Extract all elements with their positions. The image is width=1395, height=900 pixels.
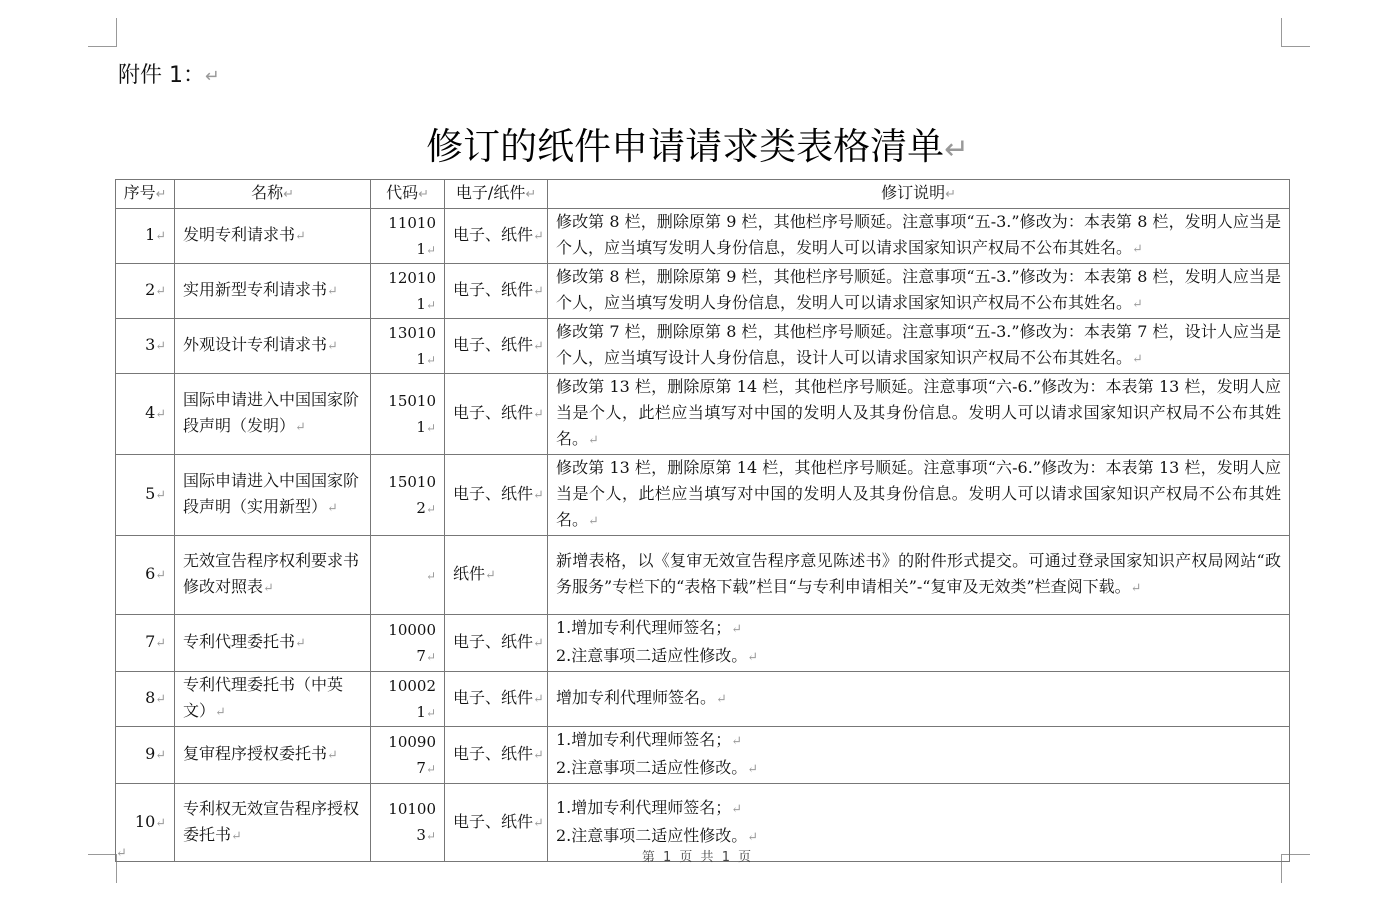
table-header-row — [116, 180, 1290, 209]
description-line: 1.增加专利代理师签名；↵ — [556, 730, 743, 749]
row-form-type: 电子、纸件↵ — [445, 374, 548, 455]
table-row — [116, 536, 1290, 615]
row-form-name: 实用新型专利请求书↵ — [175, 264, 371, 319]
header-description: 修订说明↵ — [548, 180, 1290, 209]
description-line: 1.增加专利代理师签名；↵ — [556, 797, 743, 817]
page-footer: 第 1 页 共 1 页 — [641, 850, 754, 865]
row-revision-description — [548, 672, 1290, 727]
row-form-code: 150101↵ — [371, 374, 445, 455]
row-form-type: 电子、纸件↵ — [445, 319, 548, 374]
row-form-type: 电子、纸件↵ — [445, 727, 548, 784]
row-number: 9↵ — [116, 727, 175, 784]
row-form-code: 120101↵ — [371, 264, 445, 319]
attachment-label: 附件 1：↵ — [118, 63, 220, 88]
row-number: 1↵ — [116, 209, 175, 264]
table-row — [116, 319, 1290, 374]
row-form-code: ↵ — [371, 536, 445, 615]
row-number: 8↵ — [116, 672, 175, 727]
description-line: 新增表格，以《复审无效宣告程序意见陈述书》的附件形式提交。可通过登录国家知识产权局网站“政务服务”专栏下的“表格下载”栏目“与专利申请相关”-“复审及无效类”栏查阅下载。↵ — [556, 551, 1281, 596]
row-number: 2↵ — [116, 264, 175, 319]
description-line: 修改第 8 栏，删除原第 9 栏，其他栏序号顺延。注意事项“五-3.”修改为：本表第 8 栏，发明人应当是个人，应当填写发明人身份信息，发明人可以请求国家知识产权局不公布其姓名。↵ — [556, 212, 1281, 257]
row-form-name: 外观设计专利请求书↵ — [175, 319, 371, 374]
table-row — [116, 727, 1290, 784]
row-number: 7↵ — [116, 615, 175, 672]
row-form-name: 复审程序授权委托书↵ — [175, 727, 371, 784]
row-form-type: 电子、纸件↵ — [445, 615, 548, 672]
description-line: 2.注意事项二适应性修改。↵ — [556, 646, 759, 665]
forms-table — [115, 179, 1290, 862]
description-line: 2.注意事项二适应性修改。↵ — [556, 758, 759, 777]
header-code: 代码↵ — [371, 180, 445, 209]
row-number: 6↵ — [116, 536, 175, 615]
row-number: 10↵ — [116, 784, 175, 862]
table-row — [116, 455, 1290, 536]
row-form-code: 130101↵ — [371, 319, 445, 374]
row-form-code: 100021↵ — [371, 672, 445, 727]
row-revision-description — [548, 319, 1290, 374]
row-form-name: 发明专利请求书↵ — [175, 209, 371, 264]
row-form-code: 150102↵ — [371, 455, 445, 536]
row-revision-description — [548, 209, 1290, 264]
description-line: 修改第 13 栏，删除原第 14 栏，其他栏序号顺延。注意事项“六-6.”修改为：本表第 13 栏，发明人应当是个人，此栏应当填写对中国的发明人及其身份信息。发明人可以请求国家知识产权局不公布其姓名。↵ — [556, 458, 1281, 529]
document-title: 修订的纸件申请请求类表格清单↵ — [426, 125, 969, 168]
table-row — [116, 209, 1290, 264]
row-form-type: 纸件↵ — [445, 536, 548, 615]
row-form-name: 专利代理委托书↵ — [175, 615, 371, 672]
row-form-name: 国际申请进入中国国家阶段声明（实用新型）↵ — [175, 455, 371, 536]
description-line: 1.增加专利代理师签名；↵ — [556, 618, 743, 637]
row-revision-description — [548, 264, 1290, 319]
description-line: 修改第 8 栏，删除原第 9 栏，其他栏序号顺延。注意事项“五-3.”修改为：本表第 8 栏，发明人应当是个人，应当填写发明人身份信息，发明人可以请求国家知识产权局不公布其姓名。↵ — [556, 267, 1281, 312]
row-form-name: 无效宣告程序权利要求书修改对照表↵ — [175, 536, 371, 615]
row-form-code: 101003↵ — [371, 784, 445, 862]
row-form-type: 电子、纸件↵ — [445, 455, 548, 536]
table-row — [116, 374, 1290, 455]
row-revision-description — [548, 536, 1290, 615]
row-form-code: 100007↵ — [371, 615, 445, 672]
description-line: 2.注意事项二适应性修改。↵ — [556, 825, 759, 845]
row-revision-description — [548, 455, 1290, 536]
header-name: 名称↵ — [175, 180, 371, 209]
description-line: 修改第 13 栏，删除原第 14 栏，其他栏序号顺延。注意事项“六-6.”修改为：本表第 13 栏，发明人应当是个人，此栏应当填写对中国的发明人及其身份信息。发明人可以请求国家知识产权局不公布其姓名。↵ — [556, 377, 1281, 448]
table-row — [116, 264, 1290, 319]
header-no: 序号↵ — [116, 180, 175, 209]
row-number: 3↵ — [116, 319, 175, 374]
row-revision-description — [548, 727, 1290, 784]
row-form-type: 电子、纸件↵ — [445, 264, 548, 319]
row-form-name: 专利代理委托书（中英文）↵ — [175, 672, 371, 727]
row-revision-description — [548, 374, 1290, 455]
row-form-type: 电子、纸件↵ — [445, 209, 548, 264]
table-row — [116, 672, 1290, 727]
row-form-code: 100907↵ — [371, 727, 445, 784]
row-form-type: 电子、纸件↵ — [445, 672, 548, 727]
table-row — [116, 615, 1290, 672]
crop-mark-top-left — [88, 18, 117, 47]
paragraph-mark: ↵ — [116, 846, 127, 861]
row-form-type: 电子、纸件↵ — [445, 784, 548, 862]
description-line: 修改第 7 栏，删除原第 8 栏，其他栏序号顺延。注意事项“五-3.”修改为：本表第 7 栏，设计人应当是个人，应当填写设计人身份信息，设计人可以请求国家知识产权局不公布其姓名。↵ — [556, 322, 1281, 367]
description-line: 增加专利代理师签名。↵ — [556, 688, 727, 707]
row-form-name: 专利权无效宣告程序授权委托书↵ — [175, 784, 371, 862]
row-number: 4↵ — [116, 374, 175, 455]
row-form-name: 国际申请进入中国国家阶段声明（发明）↵ — [175, 374, 371, 455]
row-revision-description — [548, 615, 1290, 672]
row-number: 5↵ — [116, 455, 175, 536]
header-type: 电子/纸件↵ — [445, 180, 548, 209]
crop-mark-top-right — [1281, 18, 1310, 47]
row-form-code: 110101↵ — [371, 209, 445, 264]
